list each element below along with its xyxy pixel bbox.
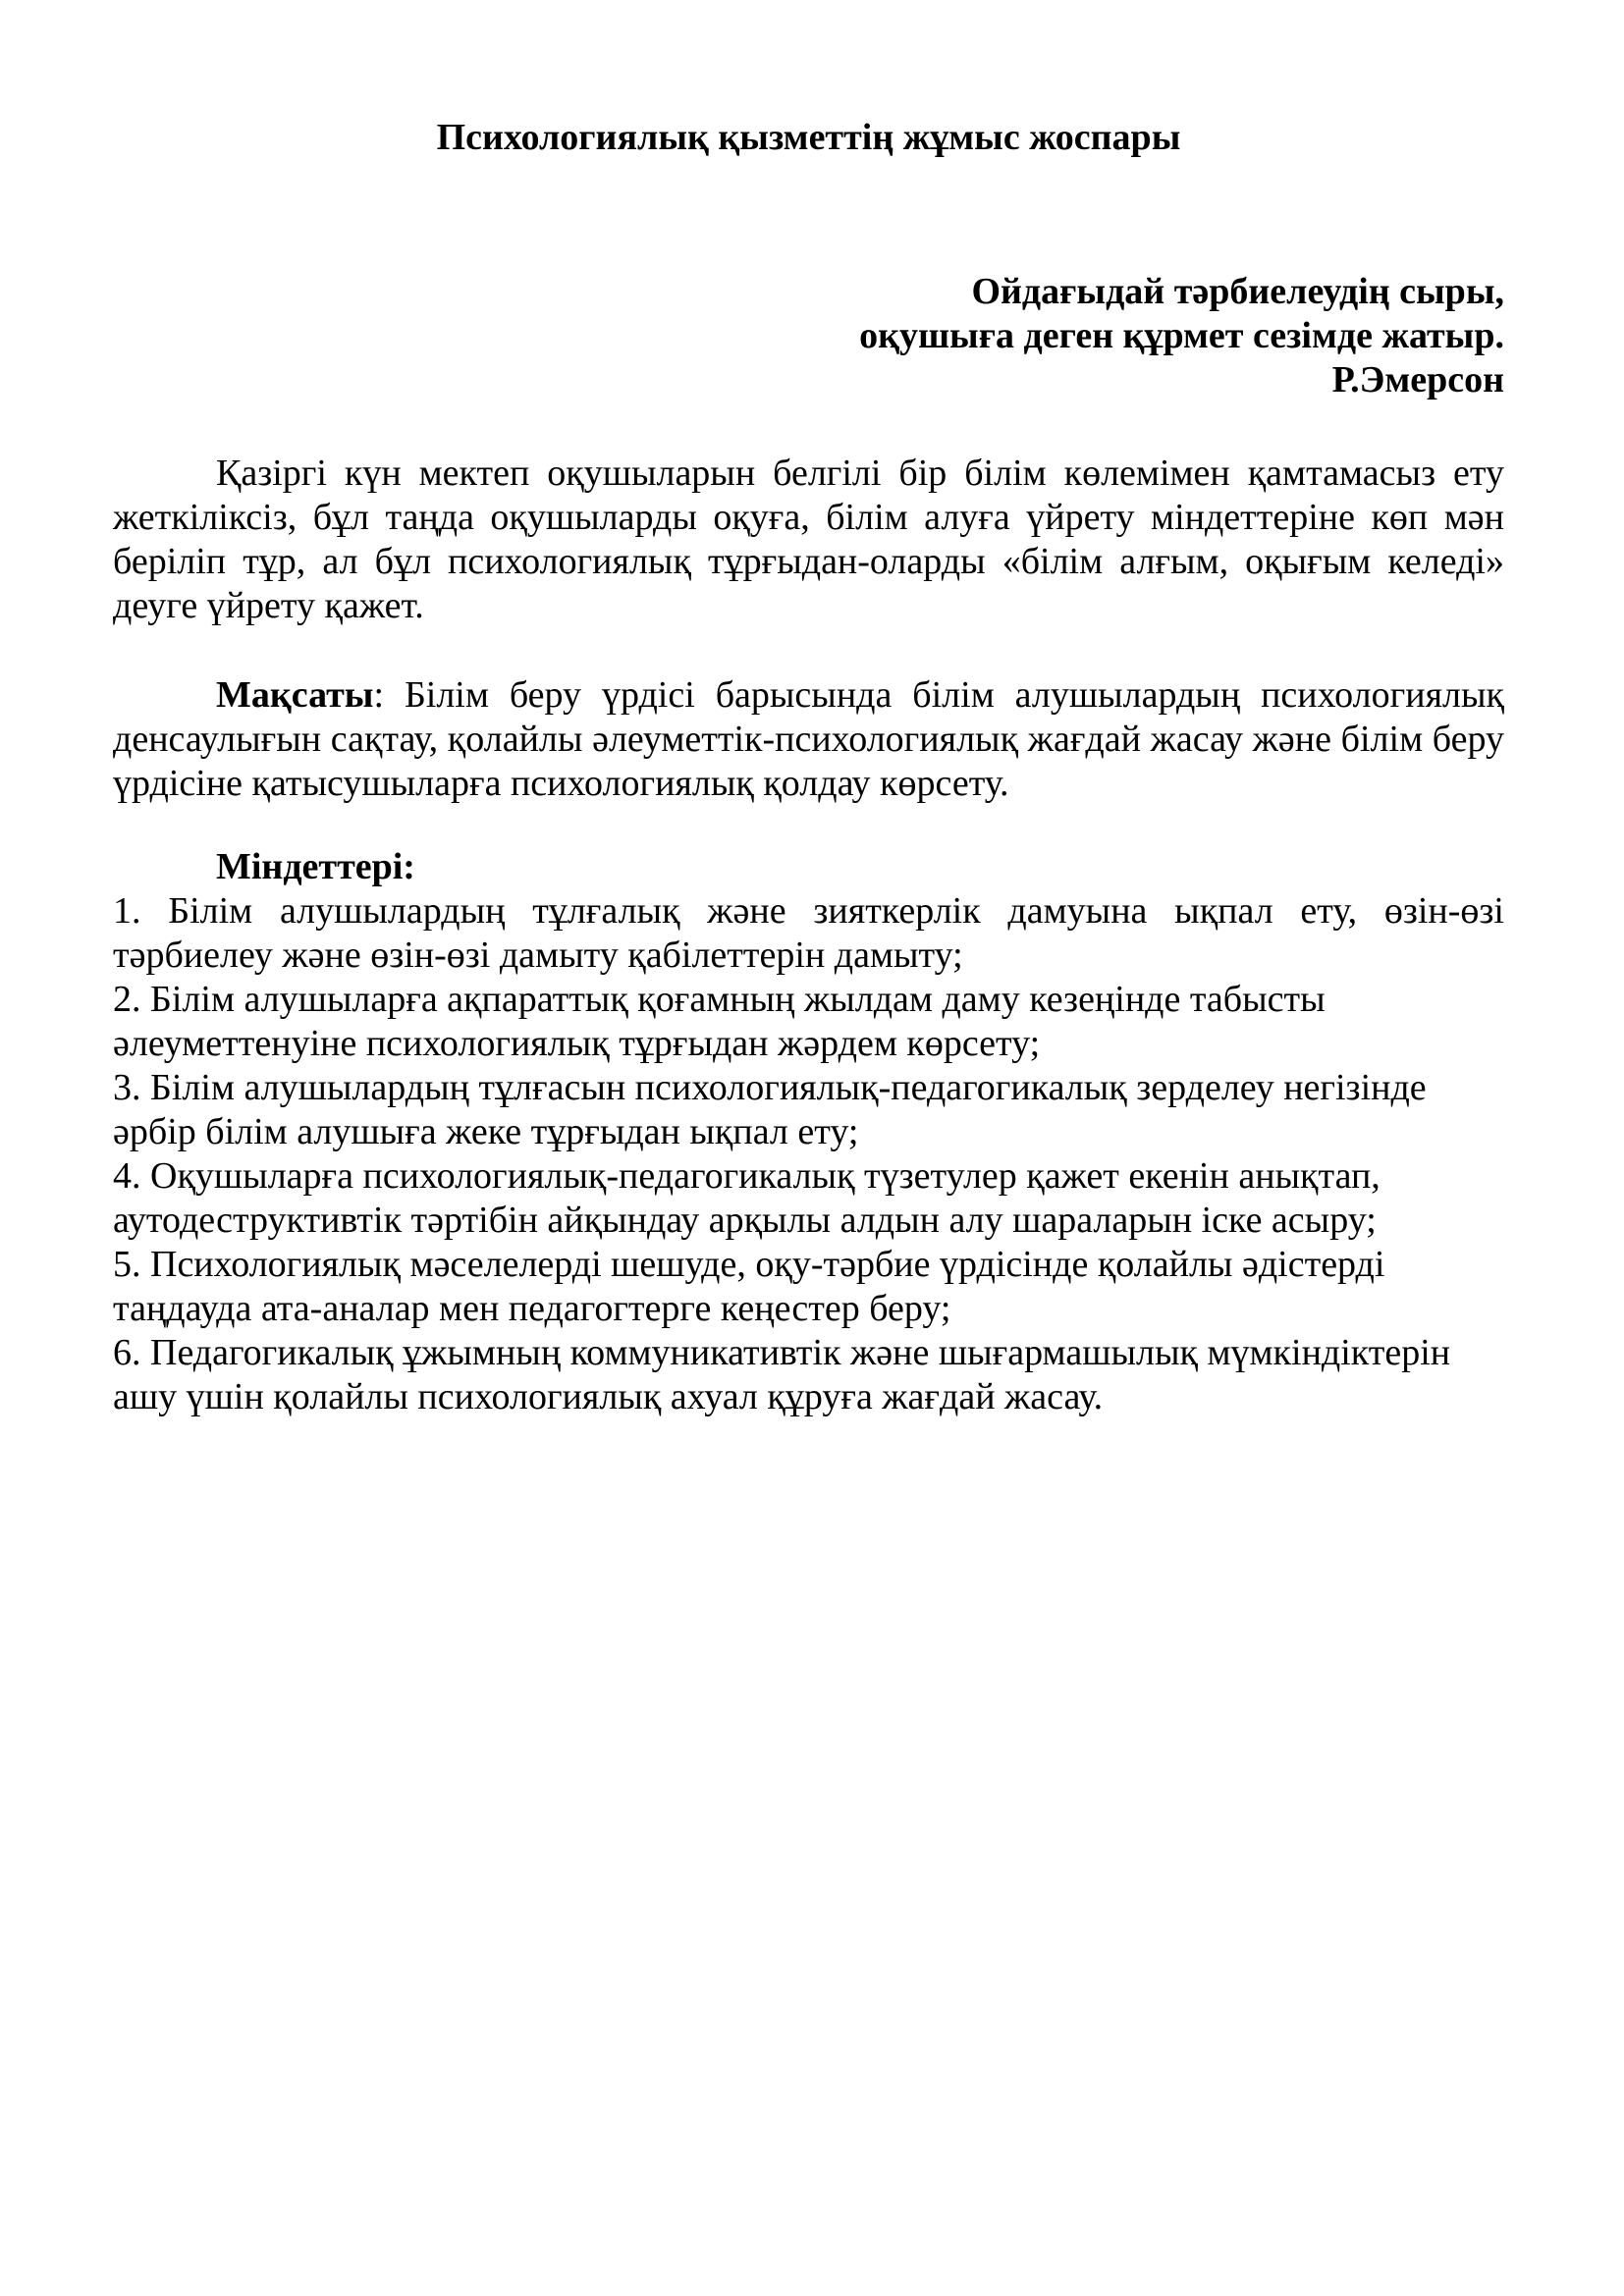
task-item-5: 5. Психологиялық мәселелерді шешуде, оқу-тәрбие үрдісінде қолайлы әдістерді таңдауда ата-аналар мен педагогтерге кеңестер беру; xyxy=(113,1244,1385,1329)
epigraph-line-2: оқушыға деген құрмет сезімде жатыр. xyxy=(859,315,1504,356)
task-item-4: 4. Оқушыларға психологиялық-педагогикалық түзетулер қажет екенін анықтап, аутодеструктивтік тәртібін айқындау арқылы алдын алу шараларын іске асыру; xyxy=(113,1155,1380,1241)
document-title: Психологиялық қызметтің жұмыс жоспары xyxy=(436,117,1181,158)
task-item-6: 6. Педагогикалық ұжымның коммуникативтік және шығармашылық мүмкіндіктерін ашу үшін қолайлы психологиялық ахуал құруға жағдай жасау. xyxy=(113,1332,1451,1417)
goal-separator: : xyxy=(373,674,405,716)
epigraph-author: Р.Эмерсон xyxy=(1331,359,1504,400)
intro-paragraph: Қазіргі күн мектеп оқушыларын белгілі бір білім көлемімен қамтамасыз ету жеткіліксіз, бұл таңда оқушыларды оқуға, білім алуға үйрету міндеттеріне көп мән беріліп тұр, ал бұл психологиялық тұрғыдан-оларды «білім алғым, оқығым келеді» деуге үйрету қажет. xyxy=(113,453,1504,626)
goal-text: Білім беру үрдісі барысында білім алушылардың психологиялық денсаулығын сақтау, қолайлы әлеуметтік-психологиялық жағдай жасау және білім беру үрдісіне қатысушыларға психологиялық қолдау көрсету. xyxy=(113,674,1505,804)
task-item-2: 2. Білім алушыларға ақпараттық қоғамның жылдам даму кезеңінде табысты әлеуметтенуіне психологиялық тұрғыдан жәрдем көрсету; xyxy=(113,979,1326,1064)
tasks-heading: Міндеттері: xyxy=(216,846,415,887)
tasks-list xyxy=(113,889,1504,1419)
goal-paragraph xyxy=(113,673,1504,806)
epigraph-line-1: Ойдағыдай тәрбиелеудің сыры, xyxy=(971,271,1504,312)
task-item-3: 3. Білім алушылардың тұлғасын психологиялық-педагогикалық зерделеу негізінде әрбір білім алушыға жеке тұрғыдан ықпал ету; xyxy=(113,1067,1427,1152)
epigraph xyxy=(113,270,1504,402)
task-item-1: 1. Білім алушылардың тұлғалық және зияткерлік дамуына ықпал ету, өзін-өзі тәрбиелеу және өзін-өзі дамыту қабілеттерін дамыту; xyxy=(113,890,1504,976)
goal-label: Мақсаты xyxy=(216,674,374,716)
